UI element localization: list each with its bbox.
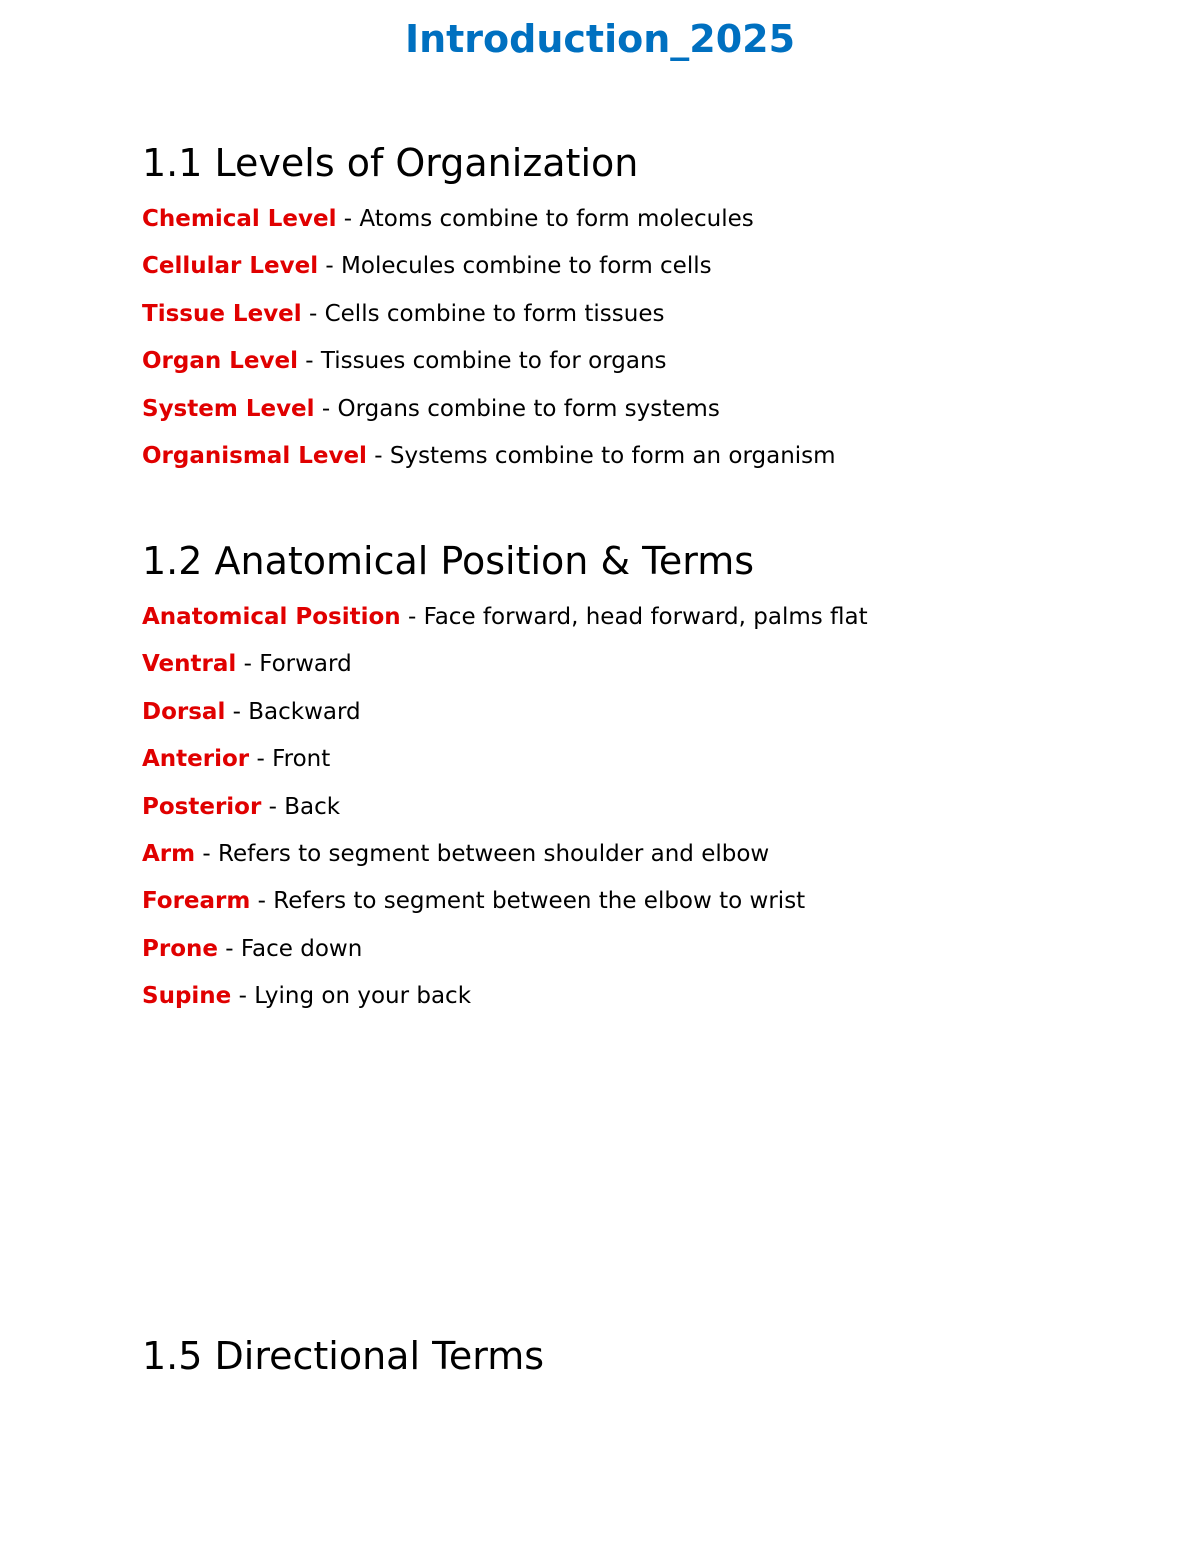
term-name: Chemical Level — [142, 206, 337, 232]
term-list — [142, 594, 1142, 1021]
term-name: Organ Level — [142, 348, 298, 375]
term-separator: - — [250, 888, 274, 915]
term-row — [142, 784, 1142, 831]
term-row — [142, 338, 1142, 385]
term-definition: Face forward, head forward, palms flat — [423, 604, 868, 630]
term-row — [142, 689, 1142, 736]
term-definition: Organs combine to form systems — [337, 395, 720, 422]
term-row — [142, 736, 1142, 783]
term-definition: Lying on your back — [254, 983, 472, 1010]
term-row — [142, 831, 1142, 878]
term-name: Supine — [142, 983, 232, 1010]
term-separator: - — [301, 300, 325, 327]
term-name: Posterior — [142, 793, 262, 820]
term-row — [142, 594, 1142, 641]
term-separator: - — [336, 206, 360, 232]
term-separator: - — [298, 348, 321, 375]
term-row — [142, 433, 1142, 480]
section-heading: 1.1 Levels of Organization — [142, 141, 639, 185]
section-heading: 1.5 Directional Terms — [142, 1334, 545, 1378]
term-name: System Level — [142, 395, 315, 422]
term-definition: Forward — [259, 651, 352, 678]
term-separator: - — [249, 746, 273, 773]
term-separator: - — [400, 604, 424, 630]
term-name: Anterior — [142, 746, 250, 773]
term-name: Organismal Level — [142, 443, 367, 470]
term-definition: Cells combine to form tissues — [324, 300, 665, 327]
term-name: Cellular Level — [142, 253, 319, 280]
term-separator: - — [236, 651, 260, 678]
term-definition: Refers to segment between the elbow to wrist — [273, 888, 806, 915]
term-definition: Tissues combine to for organs — [320, 348, 667, 375]
term-name: Anatomical Position — [142, 604, 401, 630]
term-definition: Atoms combine to form molecules — [359, 206, 754, 232]
term-separator: - — [195, 841, 219, 868]
term-row — [142, 973, 1142, 1020]
term-definition: Molecules combine to form cells — [341, 253, 712, 280]
term-row — [142, 291, 1142, 338]
term-name: Ventral — [142, 651, 237, 678]
term-separator: - — [261, 793, 285, 820]
term-separator: - — [314, 395, 338, 422]
term-name: Prone — [142, 935, 218, 962]
term-separator: - — [231, 983, 255, 1010]
section-heading: 1.2 Anatomical Position & Terms — [142, 539, 755, 583]
term-definition: Refers to segment between shoulder and elbow — [218, 841, 770, 868]
term-row — [142, 641, 1142, 688]
section-anatomical-position-terms — [142, 538, 1142, 1021]
term-row — [142, 243, 1142, 290]
term-row — [142, 926, 1142, 973]
term-definition: Front — [272, 746, 331, 773]
term-separator: - — [366, 443, 390, 470]
term-definition: Backward — [248, 698, 361, 725]
term-definition: Systems combine to form an organism — [389, 443, 836, 470]
term-row — [142, 386, 1142, 433]
term-name: Dorsal — [142, 698, 226, 725]
section-levels-of-organization — [142, 140, 1142, 480]
term-separator: - — [225, 698, 249, 725]
term-list — [142, 196, 1142, 480]
term-name: Forearm — [142, 888, 251, 915]
document-title: Introduction_2025 — [404, 17, 796, 61]
term-separator: - — [318, 253, 342, 280]
term-definition: Back — [284, 793, 341, 820]
term-row — [142, 878, 1142, 925]
term-name: Tissue Level — [142, 300, 302, 327]
section-directional-terms — [142, 1333, 1142, 1389]
term-name: Arm — [142, 841, 196, 868]
term-row — [142, 196, 1142, 243]
term-separator: - — [217, 935, 241, 962]
term-definition: Face down — [240, 935, 363, 962]
